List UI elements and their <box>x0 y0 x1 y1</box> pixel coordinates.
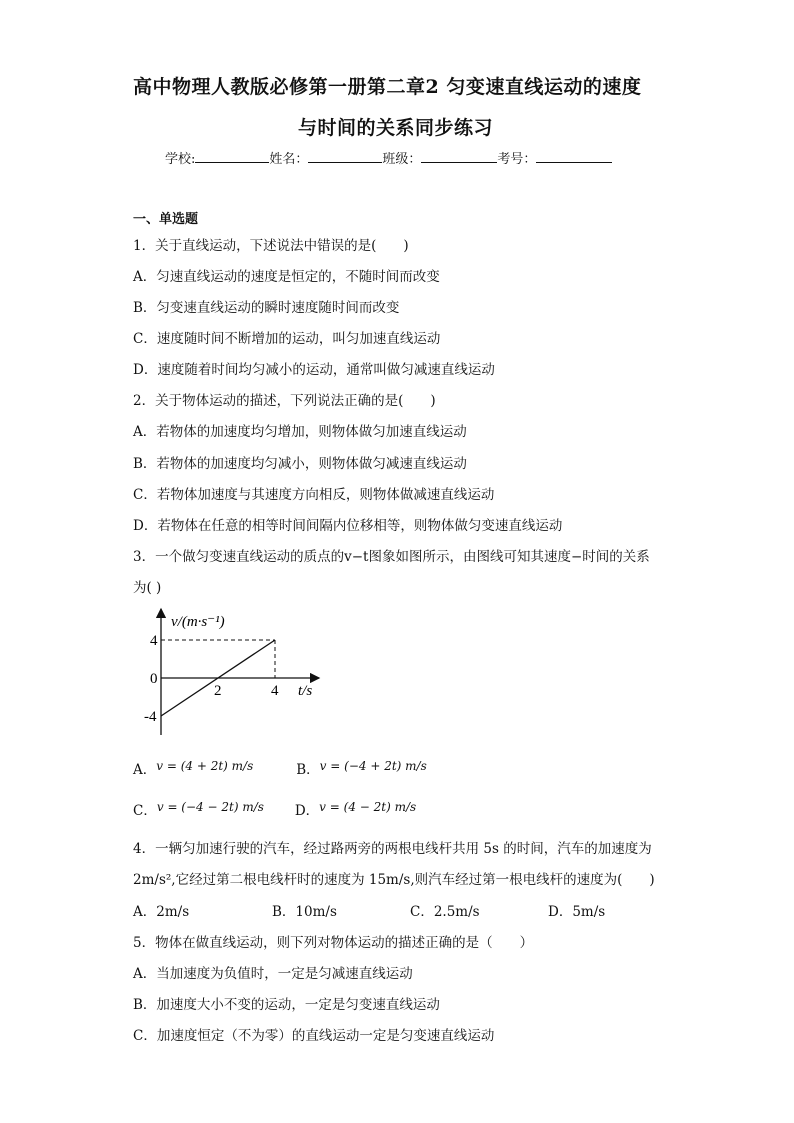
q3-option-c-label: C． <box>133 803 157 819</box>
q4-option-d: D．5m/s <box>548 904 606 920</box>
vt-graph <box>133 605 333 740</box>
q3-option-d-label: D． <box>294 803 320 819</box>
q5-option-c: C．加速度恒定（不为零）的直线运动一定是匀变速直线运动 <box>133 1028 495 1044</box>
q3-options-row1 <box>133 758 427 778</box>
page-title-line2: 与时间的关系同步练习 <box>298 117 494 139</box>
q4-stem-line1: 4．一辆匀加速行驶的汽车，经过路两旁的两根电线杆共用 5s 的时间，汽车的加速度为 <box>133 841 652 857</box>
y-tick-label: -4 <box>144 709 157 725</box>
name-field[interactable] <box>308 148 382 163</box>
q4-option-c: C．2.5m/s <box>410 904 480 920</box>
q3-stem-line2: 为( ) <box>133 580 162 596</box>
q3-stem-line1: 3．一个做匀变速直线运动的质点的v−t图象如图所示，由图线可知其速度−时间的关系 <box>133 549 650 565</box>
q4-option-a: A．2m/s <box>133 904 190 920</box>
q2-stem: 2．关于物体运动的描述，下列说法正确的是( ) <box>133 393 436 409</box>
q2-option-c: C．若物体加速度与其速度方向相反，则物体做减速直线运动 <box>133 487 495 503</box>
q2-option-a: A．若物体的加速度均匀增加，则物体做匀加速直线运动 <box>133 424 467 440</box>
class-label: 班级： <box>382 152 422 167</box>
q1-option-b: B．匀变速直线运动的瞬时速度随时间而改变 <box>133 300 400 316</box>
q3-options-row2 <box>133 799 416 819</box>
y-tick-label: 0 <box>150 671 158 687</box>
q2-option-d: D．若物体在任意的相等时间间隔内位移相等，则物体做匀变速直线运动 <box>133 518 563 534</box>
page-title-line1: 高中物理人教版必修第一册第二章2 匀变速直线运动的速度 <box>133 76 642 98</box>
q1-stem: 1．关于直线运动，下述说法中错误的是( ) <box>133 238 409 254</box>
q5-option-b: B．加速度大小不变的运动，一定是匀变速直线运动 <box>133 997 440 1013</box>
q3-option-b-label: B． <box>296 762 320 778</box>
y-tick-label: 4 <box>150 633 158 649</box>
school-field[interactable] <box>195 148 269 163</box>
x-axis-label: t/s <box>298 683 313 699</box>
y-axis-label: v/(m·s⁻¹) <box>171 614 225 630</box>
q1-option-c: C．速度随时间不断增加的运动，叫匀加速直线运动 <box>133 331 441 347</box>
q3-option-a-formula: v = (4 + 2t) m/s <box>156 759 254 773</box>
q4-option-b: B．10m/s <box>272 904 337 920</box>
q1-option-a: A．匀速直线运动的速度是恒定的，不随时间而改变 <box>133 269 440 285</box>
q3-option-b-formula: v = (−4 + 2t) m/s <box>319 759 427 773</box>
x-tick-label: 2 <box>214 683 222 699</box>
class-field[interactable] <box>421 148 497 163</box>
q2-option-b: B．若物体的加速度均匀减小，则物体做匀减速直线运动 <box>133 456 467 472</box>
q1-option-d: D．速度随着时间均匀减小的运动，通常叫做匀减速直线运动 <box>133 362 495 378</box>
q3-option-d-formula: v = (4 − 2t) m/s <box>319 800 417 814</box>
q4-stem-line2: 2m/s²,它经过第二根电线杆时的速度为 15m/s,则汽车经过第一根电线杆的速度为( ) <box>133 872 655 888</box>
name-label: 姓名： <box>269 152 309 167</box>
q3-option-c-formula: v = (−4 − 2t) m/s <box>156 800 264 814</box>
exam-no-label: 考号： <box>497 152 537 167</box>
exam-no-field[interactable] <box>536 148 612 163</box>
student-info-row <box>165 148 612 167</box>
section-heading: 一、单选题 <box>133 212 199 227</box>
school-label: 学校: <box>165 152 196 167</box>
q5-option-a: A．当加速度为负值时，一定是匀减速直线运动 <box>133 966 413 982</box>
x-tick-label: 4 <box>271 683 279 699</box>
q5-stem: 5．物体在做直线运动，则下列对物体运动的描述正确的是（ ） <box>133 935 534 951</box>
q3-option-a-label: A． <box>133 762 157 778</box>
